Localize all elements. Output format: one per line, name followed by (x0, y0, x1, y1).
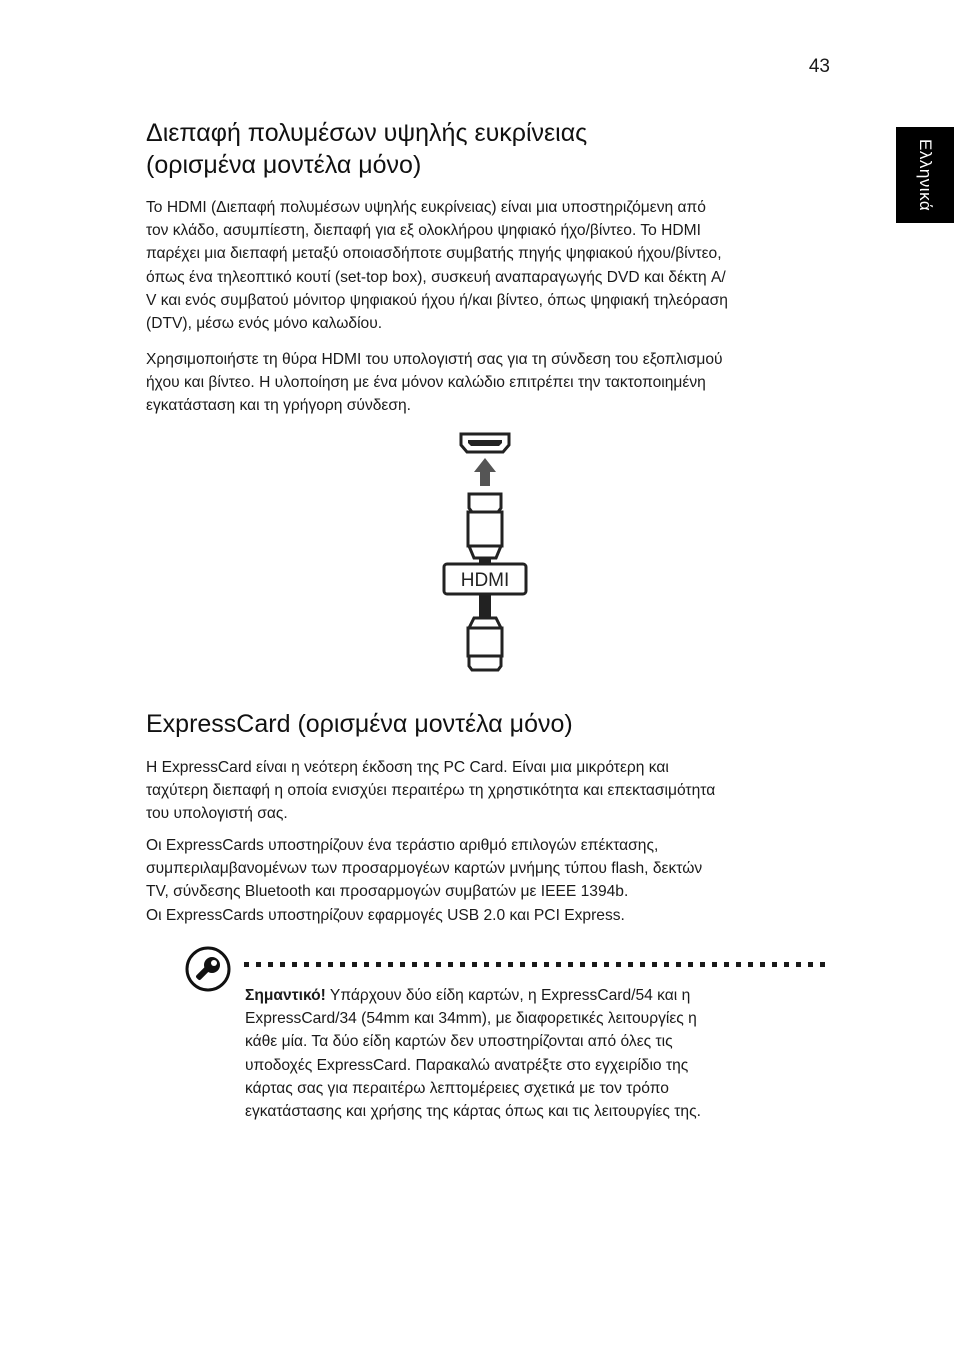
text-line: ExpressCard/34 (54mm και 34mm), με διαφορετικές λειτουργίες η (245, 1010, 697, 1028)
language-tab-label: Ελληνικά (916, 138, 935, 212)
note-label: Σημαντικό! (245, 987, 326, 1004)
hdmi-plug-top-icon (468, 494, 502, 558)
wrench-icon (185, 946, 231, 992)
note-first-line (245, 984, 835, 1007)
text-line: ταχύτερη διεπαφή η οποία ενισχύει περαιτέρω τη χρηστικότητα και επεκτασιμότητα (146, 782, 716, 800)
hdmi-plug-bottom-icon (468, 618, 502, 670)
text-line: παρέχει μια διεπαφή μεταξύ οποιασδήποτε συμβατής πηγής ψηφιακού ήχου/βίντεο, (146, 245, 722, 263)
text-line: κάρτας σας για περαιτέρω λεπτομέρειες σχετικά με τον τρόπο (245, 1079, 669, 1097)
language-tab (896, 127, 954, 223)
text-line: Το HDMI (Διεπαφή πολυμέσων υψηλής ευκρίνειας) είναι μια υποστηριζόμενη από (146, 199, 706, 216)
expresscard-paragraph-2 (146, 834, 836, 927)
page-number: 43 (808, 56, 830, 77)
hdmi-cable-illustration (430, 428, 540, 676)
expresscard-paragraph-1 (146, 756, 836, 826)
arrow-up-icon (474, 458, 496, 486)
text-line: Η ExpressCard είναι η νεότερη έκδοση της PC Card. Είναι μια μικρότερη και (146, 759, 669, 776)
text-line: εγκατάσταση και τη γρήγορη σύνδεση. (146, 397, 412, 415)
text-line: του υπολογιστή σας. (146, 805, 288, 823)
hdmi-section-title (146, 117, 587, 181)
hdmi-paragraph-2 (146, 348, 836, 418)
text-line: τον κλάδο, ασυμπίεστη, διεπαφή για εξ ολοκλήρου ψηφιακό ήχο/βίντεο. Το HDMI (146, 222, 701, 240)
text-line: (DTV), μέσω ενός μόνο καλωδίου. (146, 315, 383, 333)
note-divider (244, 962, 828, 967)
text-line: Χρησιμοποιήστε τη θύρα HDMI του υπολογιστή σας για τη σύνδεση του εξοπλισμού (146, 351, 723, 368)
text-line: συμπεριλαμβανομένων των προσαρμογέων καρτών μνήμης τύπου flash, δεκτών (146, 860, 703, 878)
text-line: ήχου και βίντεο. Η υλοποίηση με ένα μόνον καλώδιο επιτρέπει την τακτοποιημένη (146, 374, 706, 392)
hdmi-title-line1: Διεπαφή πολυμέσων υψηλής ευκρίνειας (146, 119, 588, 147)
hdmi-paragraph-1 (146, 196, 836, 335)
text-line: υποδοχές ExpressCard. Παρακαλώ ανατρέξτε στο εγχειρίδιο της (245, 1056, 689, 1074)
text-line: Οι ExpressCards υποστηρίζουν εφαρμογές USB 2.0 και PCI Express. (146, 906, 625, 924)
hdmi-port-icon (461, 434, 509, 452)
text-line: όπως ένα τηλεοπτικό κουτί (set-top box), συσκευή αναπαραγωγής DVD και δέκτη A/ (146, 268, 726, 286)
text-line: V και ενός συμβατού μόνιτορ ψηφιακού ήχου ή/και βίντεο, όπως ψηφιακή τηλεόραση (146, 291, 728, 309)
note-first-line-text: Υπάρχουν δύο είδη καρτών, η ExpressCard/54 και η (325, 987, 691, 1004)
note-text (245, 984, 835, 1123)
text-line: εγκατάστασης και χρήσης της κάρτας όπως και τις λειτουργίες της. (245, 1103, 701, 1121)
hdmi-title-line2: (ορισμένα μοντέλα μόνο) (146, 151, 422, 179)
text-line: Οι ExpressCards υποστηρίζουν ένα τεράστιο αριθμό επιλογών επέκτασης, (146, 837, 659, 854)
text-line: TV, σύνδεσης Bluetooth και προσαρμογών συμβατών με IEEE 1394b. (146, 883, 629, 901)
expresscard-section-title: ExpressCard (ορισμένα μοντέλα μόνο) (146, 710, 573, 738)
hdmi-label: HDMI (460, 570, 510, 591)
text-line: κάθε μία. Τα δύο είδη καρτών δεν υποστηρίζονται από όλες τις (245, 1033, 673, 1051)
